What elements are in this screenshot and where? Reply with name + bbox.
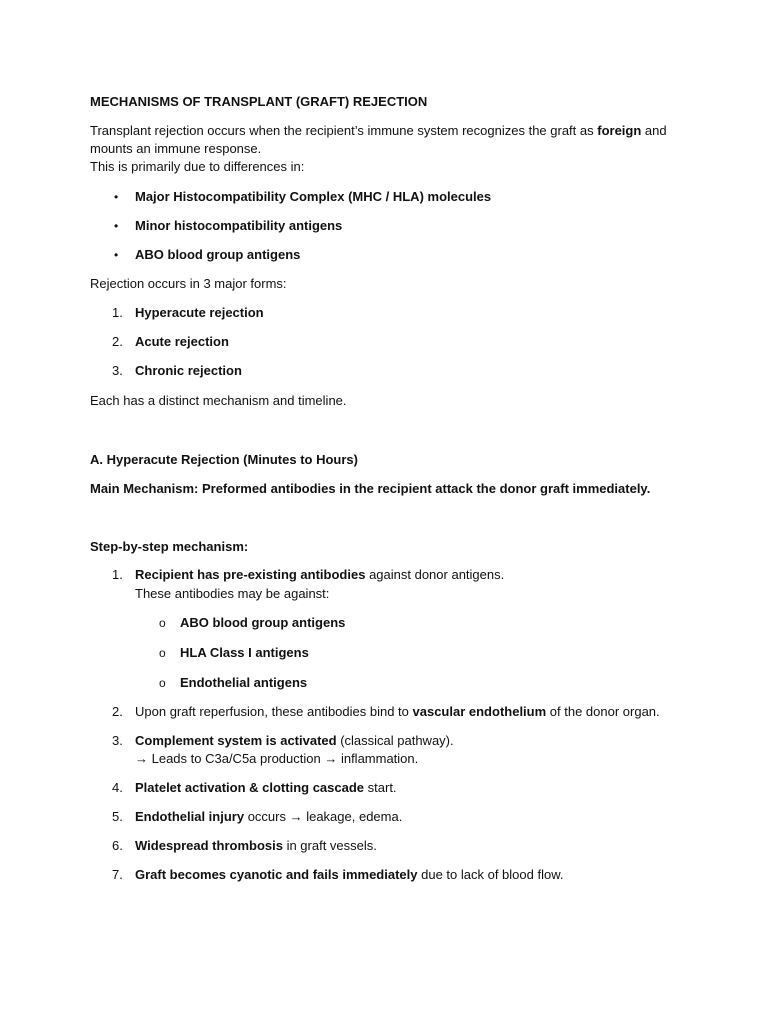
step-bold: vascular endothelium xyxy=(412,704,547,719)
step-2 xyxy=(135,703,660,721)
step-bold: Widespread thrombosis xyxy=(135,838,283,853)
step-bold: Endothelial injury xyxy=(135,809,245,824)
forms-outro: Each has a distinct mechanism and timeline. xyxy=(90,393,347,408)
step-7 xyxy=(135,866,563,884)
list-number: 1. xyxy=(112,567,123,582)
step-text: (classical pathway). xyxy=(336,733,454,748)
bullet-marker: • xyxy=(114,248,119,262)
list-number: 2. xyxy=(112,334,123,349)
step-text: against donor antigens. xyxy=(365,567,505,582)
step-4 xyxy=(135,779,397,797)
step-text: Upon graft reperfusion, these antibodies bind to xyxy=(135,704,413,719)
section-a-heading: A. Hyperacute Rejection (Minutes to Hours) xyxy=(90,452,358,467)
antibody-target: Endothelial antigens xyxy=(180,675,308,690)
step-text: occurs → leakage, edema. xyxy=(244,809,403,824)
list-number: 5. xyxy=(112,809,123,824)
difference-item: ABO blood group antigens xyxy=(135,247,301,262)
document-title: MECHANISMS OF TRANSPLANT (GRAFT) REJECTION xyxy=(90,94,428,109)
list-number: 1. xyxy=(112,305,123,320)
step-text: due to lack of blood flow. xyxy=(417,867,564,882)
step-bold: Platelet activation & clotting cascade xyxy=(135,780,365,795)
step-5 xyxy=(135,808,402,826)
step-text: in graft vessels. xyxy=(282,838,377,853)
list-number: 3. xyxy=(112,363,123,378)
intro-line-2: mounts an immune response. xyxy=(90,141,262,156)
main-mechanism: Main Mechanism: Preformed antibodies in the recipient attack the donor graft immediately. xyxy=(90,481,651,496)
bullet-marker: • xyxy=(114,190,119,204)
step-6 xyxy=(135,837,377,855)
step-1 xyxy=(135,566,504,584)
form-item: Acute rejection xyxy=(135,334,229,349)
step-1-line-2: These antibodies may be against: xyxy=(135,586,330,601)
steps-heading: Step-by-step mechanism: xyxy=(90,539,249,554)
step-3-line-2: → Leads to C3a/C5a production → inflammation. xyxy=(135,751,419,766)
list-number: 7. xyxy=(112,867,123,882)
form-item: Hyperacute rejection xyxy=(135,305,264,320)
step-bold: Complement system is activated xyxy=(135,733,337,748)
intro-text-end: and xyxy=(641,123,667,138)
list-number: 6. xyxy=(112,838,123,853)
sub-bullet-marker: o xyxy=(159,616,166,630)
antibody-target: HLA Class I antigens xyxy=(180,645,309,660)
step-text-end: of the donor organ. xyxy=(546,704,660,719)
step-bold: Recipient has pre-existing antibodies xyxy=(135,567,366,582)
step-text: start. xyxy=(364,780,397,795)
form-item: Chronic rejection xyxy=(135,363,242,378)
forms-intro: Rejection occurs in 3 major forms: xyxy=(90,276,287,291)
sub-bullet-marker: o xyxy=(159,676,166,690)
intro-line-3: This is primarily due to differences in: xyxy=(90,159,305,174)
bullet-marker: • xyxy=(114,219,119,233)
intro-foreign: foreign xyxy=(597,123,642,138)
list-number: 3. xyxy=(112,733,123,748)
antibody-target: ABO blood group antigens xyxy=(180,615,346,630)
sub-bullet-marker: o xyxy=(159,646,166,660)
intro-line-1 xyxy=(90,122,667,140)
difference-item: Major Histocompatibility Complex (MHC / HLA) molecules xyxy=(135,189,492,204)
list-number: 4. xyxy=(112,780,123,795)
difference-item: Minor histocompatibility antigens xyxy=(135,218,343,233)
step-3 xyxy=(135,732,454,750)
intro-text: Transplant rejection occurs when the recipient’s immune system recognizes the graft as xyxy=(90,123,598,138)
step-bold: Graft becomes cyanotic and fails immediately xyxy=(135,867,418,882)
list-number: 2. xyxy=(112,704,123,719)
